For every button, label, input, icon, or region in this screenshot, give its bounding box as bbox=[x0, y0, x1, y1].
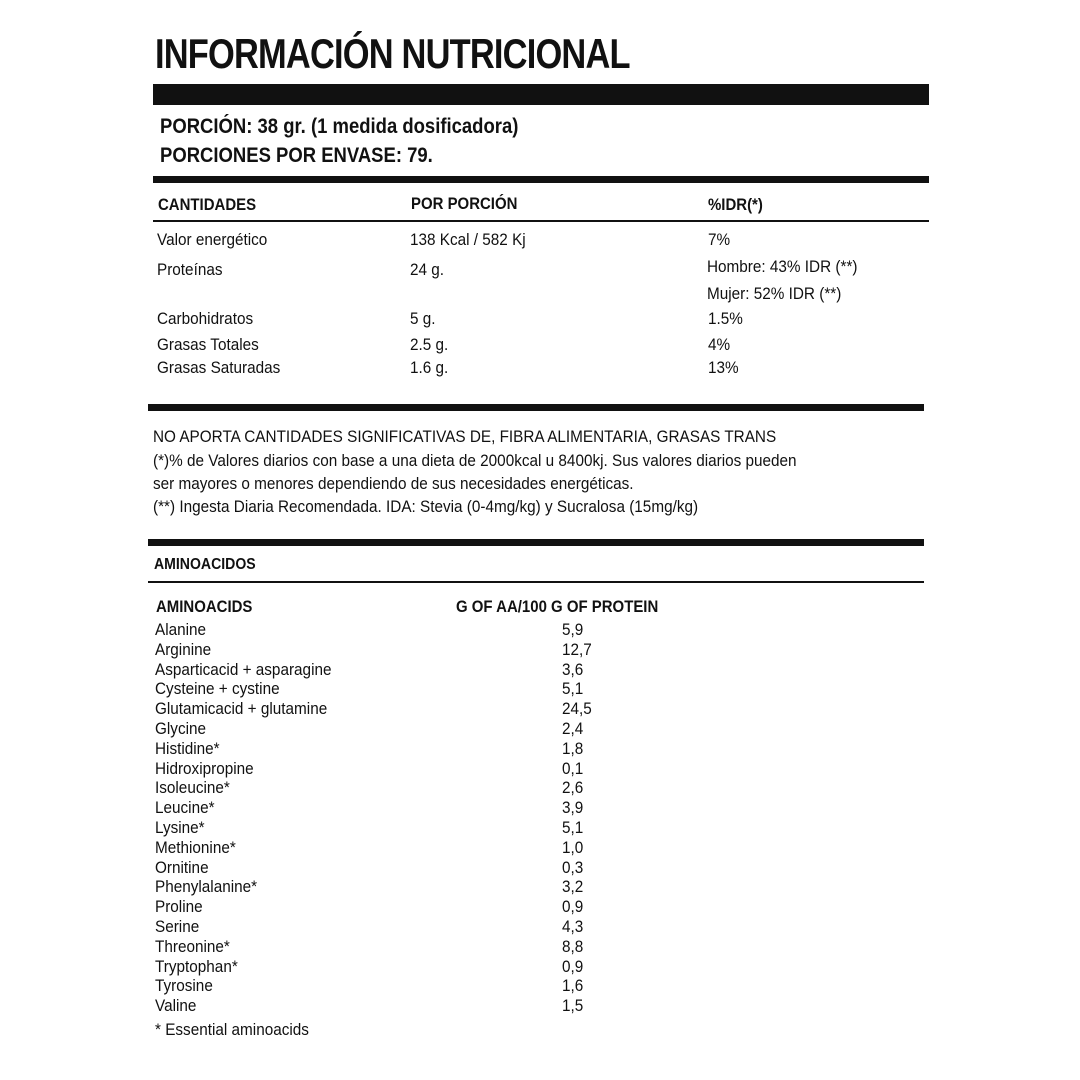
amino-value: 3,2 bbox=[562, 877, 584, 897]
amino-name: Proline bbox=[155, 897, 203, 917]
table-row bbox=[155, 620, 615, 640]
table-row bbox=[155, 996, 615, 1016]
amino-column-header-value: G OF AA/100 G OF PROTEIN bbox=[456, 597, 659, 616]
note-line: NO APORTA CANTIDADES SIGNIFICATIVAS DE, FIBRA ALIMENTARIA, GRASAS TRANS bbox=[153, 427, 777, 446]
amino-name: Glutamicacid + glutamine bbox=[155, 699, 328, 719]
amino-name: Phenylalanine* bbox=[155, 877, 258, 897]
amino-name: Ornitine bbox=[155, 857, 209, 877]
nutrient-idr: Hombre: 43% IDR (**) bbox=[707, 257, 858, 276]
table-header-divider bbox=[153, 220, 929, 222]
table-row bbox=[155, 976, 615, 996]
amino-name: Threonine* bbox=[155, 936, 230, 956]
amino-section-divider bbox=[148, 539, 924, 546]
amino-name: Asparticacid + asparagine bbox=[155, 659, 332, 679]
amino-section-title: AMINOACIDOS bbox=[154, 556, 256, 573]
table-row bbox=[155, 798, 615, 818]
title-divider bbox=[153, 84, 929, 105]
servings-per-container: PORCIONES POR ENVASE: 79. bbox=[160, 144, 433, 167]
table-row bbox=[155, 818, 615, 838]
nutrient-idr: 13% bbox=[708, 358, 739, 377]
amino-name: Serine bbox=[155, 917, 200, 936]
nutrient-name: Proteínas bbox=[157, 260, 223, 279]
amino-name: Arginine bbox=[155, 639, 212, 659]
nutrient-idr: 4% bbox=[708, 335, 731, 354]
table-row bbox=[155, 778, 615, 798]
nutrient-amount: 5 g. bbox=[410, 309, 436, 328]
nutrient-amount: 138 Kcal / 582 Kj bbox=[410, 230, 526, 249]
column-header-cantidades: CANTIDADES bbox=[158, 195, 257, 214]
table-row bbox=[155, 640, 615, 660]
table-row bbox=[155, 858, 615, 878]
nutrient-name: Grasas Totales bbox=[157, 335, 259, 354]
amino-name: Cysteine + cystine bbox=[155, 679, 280, 699]
amino-value: 2,4 bbox=[562, 719, 584, 738]
amino-title-divider bbox=[148, 581, 924, 583]
serving-divider bbox=[153, 176, 929, 183]
note-line: ser mayores o menores dependiendo de sus necesidades energéticas. bbox=[153, 474, 634, 493]
amino-value: 1,8 bbox=[562, 738, 584, 758]
nutrient-idr-secondary: Mujer: 52% IDR (**) bbox=[707, 284, 842, 303]
nutrient-amount: 24 g. bbox=[410, 260, 445, 279]
amino-column-header-name: AMINOACIDS bbox=[156, 597, 253, 616]
table-row bbox=[155, 759, 615, 779]
table-row bbox=[155, 897, 615, 917]
amino-value: 4,3 bbox=[562, 917, 584, 936]
nutrition-table-bottom-divider bbox=[148, 404, 924, 411]
amino-value: 24,5 bbox=[562, 699, 592, 719]
nutrient-amount: 2.5 g. bbox=[410, 335, 449, 354]
amino-name: Methionine* bbox=[155, 837, 236, 857]
amino-name: Tryptophan* bbox=[155, 956, 238, 976]
amino-value: 8,8 bbox=[562, 936, 584, 956]
note-line: (**) Ingesta Diaria Recomendada. IDA: Stevia (0-4mg/kg) y Sucralosa (15mg/kg) bbox=[153, 497, 699, 516]
amino-value: 3,6 bbox=[562, 659, 584, 679]
amino-value: 1,0 bbox=[562, 837, 584, 857]
amino-value: 0,9 bbox=[562, 897, 584, 917]
nutrient-amount: 1.6 g. bbox=[410, 358, 449, 377]
amino-name: Hidroxipropine bbox=[155, 758, 254, 778]
column-header-por-porcion: POR PORCIÓN bbox=[411, 194, 518, 213]
amino-name: Isoleucine* bbox=[155, 778, 230, 798]
amino-name: Lysine* bbox=[155, 818, 205, 837]
table-row bbox=[155, 838, 615, 858]
amino-value: 5,1 bbox=[562, 679, 584, 699]
table-row bbox=[155, 660, 615, 680]
amino-value: 5,1 bbox=[562, 818, 584, 837]
serving-portion: PORCIÓN: 38 gr. (1 medida dosificadora) bbox=[160, 115, 519, 138]
amino-value: 1,6 bbox=[562, 976, 584, 996]
amino-value: 2,6 bbox=[562, 778, 584, 798]
amino-value: 12,7 bbox=[562, 639, 592, 659]
column-header-idr: %IDR(*) bbox=[708, 195, 763, 214]
amino-name: Alanine bbox=[155, 620, 207, 639]
table-row bbox=[155, 739, 615, 759]
table-row bbox=[155, 957, 615, 977]
table-row bbox=[155, 679, 615, 699]
amino-value: 0,1 bbox=[562, 758, 584, 778]
amino-name: Leucine* bbox=[155, 798, 215, 818]
nutrient-idr: 1.5% bbox=[708, 309, 743, 328]
nutrient-name: Carbohidratos bbox=[157, 309, 254, 328]
nutrient-idr: 7% bbox=[708, 230, 731, 249]
table-row bbox=[155, 699, 615, 719]
nutrient-name: Valor energético bbox=[157, 230, 268, 249]
note-line: (*)% de Valores diarios con base a una dieta de 2000kcal u 8400kj. Sus valores diarios pueden bbox=[153, 451, 797, 470]
nutrient-name: Grasas Saturadas bbox=[157, 358, 281, 377]
table-row bbox=[155, 917, 615, 937]
amino-value: 3,9 bbox=[562, 798, 584, 818]
amino-name: Histidine* bbox=[155, 738, 220, 758]
page-title: INFORMACIÓN NUTRICIONAL bbox=[155, 30, 630, 77]
table-row bbox=[155, 877, 615, 897]
amino-name: Glycine bbox=[155, 719, 207, 738]
amino-value: 0,3 bbox=[562, 857, 584, 877]
amino-footnote: * Essential aminoacids bbox=[155, 1020, 309, 1039]
amino-value: 0,9 bbox=[562, 956, 584, 976]
table-row bbox=[155, 719, 615, 739]
amino-value: 1,5 bbox=[562, 996, 584, 1016]
table-row bbox=[155, 937, 615, 957]
amino-name: Tyrosine bbox=[155, 976, 213, 996]
amino-name: Valine bbox=[155, 996, 197, 1016]
amino-value: 5,9 bbox=[562, 620, 584, 639]
